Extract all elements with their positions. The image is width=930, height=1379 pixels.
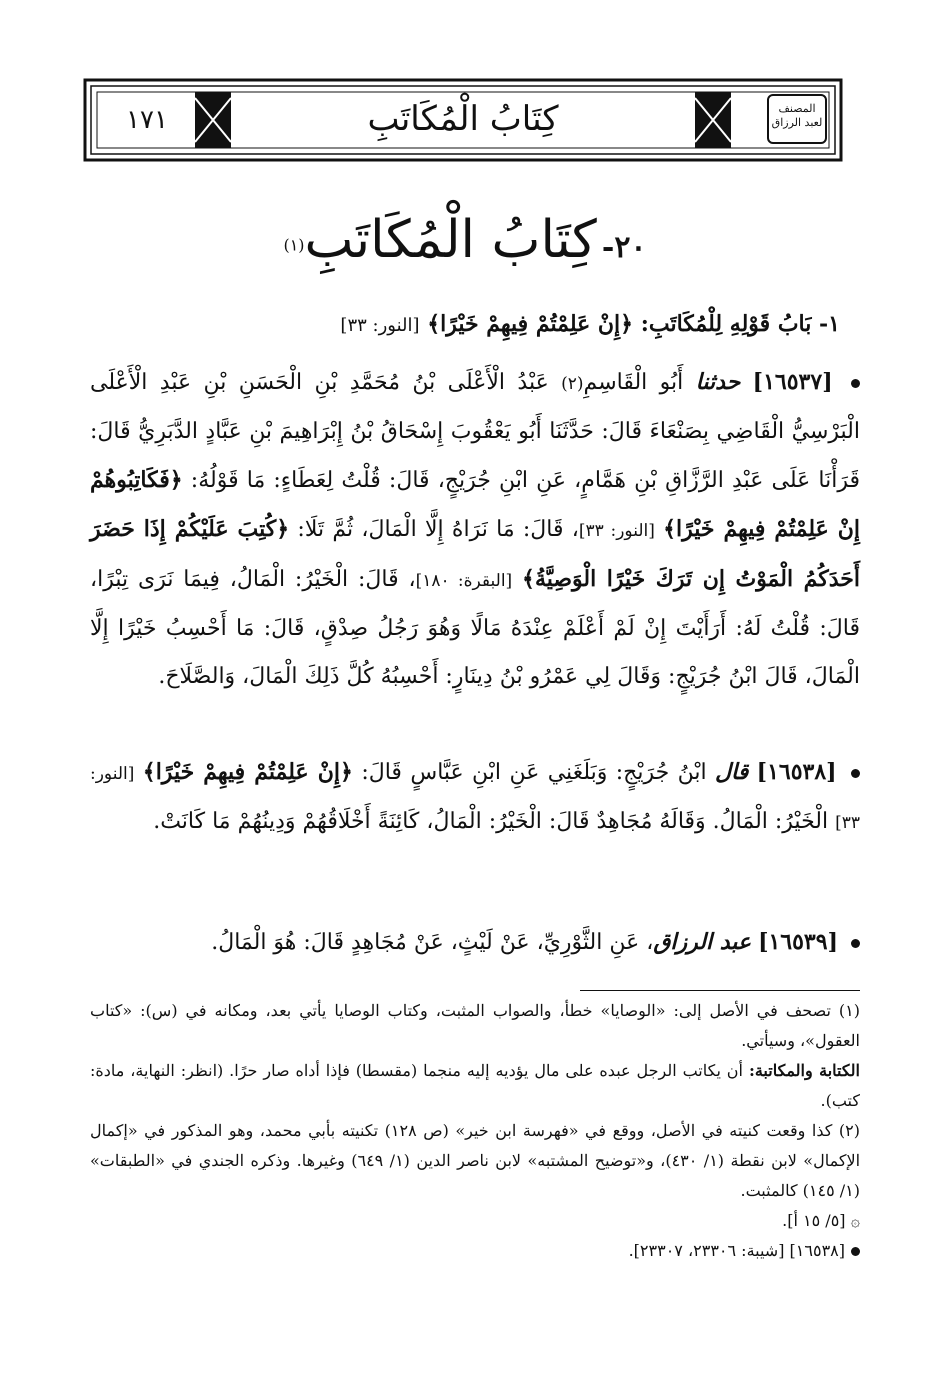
hadith-number: [١٦٥٣٩] [758, 929, 838, 955]
verse-ref: [النور: ٣٣] [578, 521, 655, 541]
source-note [90, 1236, 860, 1266]
quran-verse: ﴿فَكَاتِبُوهُمْ إِنْ عَلِمْتُمْ فِيهِمْ خَيْرًا﴾ [90, 467, 860, 542]
bullet-icon [851, 1247, 860, 1256]
chapter-verse-ref: [النور: ٣٣] [340, 315, 420, 336]
verse-ref: [النور: ٣٣] [90, 764, 860, 833]
bullet-icon [851, 379, 860, 388]
hadith-text: ، عَنِ الثَّوْرِيِّ، عَنْ لَيْثٍ، عَنْ مُجَاهِدٍ قَالَ: هُوَ الْمَالُ. [211, 930, 654, 955]
running-header [83, 78, 843, 162]
footnote-divider [580, 990, 860, 991]
source-note-text: [١٦٥٣٨] [شيبة: ٢٣٣٠٦، ٢٣٣٠٧]. [628, 1241, 845, 1260]
chapter-verse: ﴿إِنْ عَلِمْتُمْ فِيهِمْ خَيْرًا﴾ [427, 311, 634, 337]
quran-verse: ﴿إِنْ عَلِمْتُمْ فِيهِمْ خَيْرًا﴾ [142, 759, 353, 785]
hadith-number: [١٦٥٣٨] [756, 759, 837, 785]
publisher-logo: المصنف لعبد الرزاق [767, 94, 827, 144]
footnote-1: (١) تصحف في الأصل إلى: «الوصايا» خطأ، والصواب المثبت، وكتاب الوصايا يأتي بعد، ومكانه في (س): «كتاب العقول»، وسيأتي. [90, 1001, 860, 1050]
hadith-text: ، قَالَ: الْخَيْرُ: الْمَالُ، فِيمَا نَرَى تِبْرًا، قَالَ: قُلْتُ لَهُ: أَرَأَيْتَ إِنْ لَمْ أَعْلَمْ عِنْدَهُ مَالًا وَهُوَ رَجُلُ صِدْقٍ، قَالَ: مَا أَحْسِبُ خَيْرًا إِلَّا الْمَالَ، قَالَ ابْنُ جُرَيْجٍ: وَقَالَ لِي عَمْرُو بْنُ دِينَارٍ: أَحْسِبُهُ كُلَّ ذَلِكَ الْمَالَ، وَالصَّلَاحَ. [90, 567, 860, 689]
hadith-text: ، قَالَ: مَا نَرَاهُ إِلَّا الْمَالَ، ثُمَّ تَلَا: [297, 517, 579, 542]
hadith-number: [١٦٥٣٧] [752, 369, 833, 395]
bullet-icon [851, 939, 860, 948]
page-number: ١٧١ [126, 105, 168, 135]
book-number: ٢٠- [601, 230, 647, 265]
hadith-narrator: حدثنا [695, 369, 741, 395]
running-title: كِتَابُ الْمُكَاتَبِ [367, 99, 559, 139]
footnote-definition-text: أن يكاتب الرجل عبده على مال يؤديه إليه منجما (مقسطا) فإذا أداه صار حرًا. (انظر: النهاية، مادة: كتب). [90, 1061, 860, 1110]
hadith-16538 [90, 748, 860, 847]
folio-note: ۞ [٥/ ١٥ أ]. [782, 1211, 860, 1230]
hadith-narrator: عبد الرزاق [653, 929, 752, 955]
chapter-label: ١- بَابُ قَوْلِهِ لِلْمُكَاتَبِ: [640, 311, 840, 337]
hadith-text: أَبُو الْقَاسِمِ [583, 370, 684, 395]
footnote-term: الكتابة والمكاتبة: [748, 1061, 861, 1080]
verse-ref: [البقرة: ١٨٠] [415, 571, 513, 591]
footnote-marker: (٢) [561, 374, 584, 394]
hadith-text: الْخَيْرُ: الْمَالُ. وَقَالَهُ مُجَاهِدٌ قَالَ: الْخَيْرُ: الْمَالُ، كَائِنَةً أَخْلَاقُهُمْ وَدِينُهُمْ مَا كَانَتْ. [153, 809, 836, 834]
footnotes [90, 996, 860, 1266]
book-name: كِتَابُ الْمُكَاتَبِ [304, 210, 597, 270]
footnote-2: (٢) كذا وقعت كنيته في الأصل، ووقع في «فهرسة ابن خير» (ص ١٢٨) تكنيته بأبي محمد، وهو المذكور في «إكمال الإكمال» لابن نقطة (١/ ٤٣٠)، و«توضيح المشتبه» لابن ناصر الدين (١/ ٦٤٩) وغيرها. وذكره الجندي في «الطبقات» (١/ ١٤٥) كالمثبت. [90, 1121, 861, 1200]
quran-verse: ﴿كُتِبَ عَلَيْكُمْ إِذَا حَضَرَ أَحَدَكُمُ الْمَوْتُ إِن تَرَكَ خَيْرًا الْوَصِيَّةُ﴾ [90, 516, 860, 592]
book-title [230, 200, 700, 280]
chapter-heading [80, 304, 840, 346]
hadith-16539 [90, 918, 860, 967]
hadith-text: ابْنُ جُرَيْجٍ: وَبَلَغَنِي عَنِ ابْنِ عَبَّاسٍ قَالَ: [361, 760, 716, 785]
bullet-icon [851, 769, 860, 778]
hadith-16537 [90, 358, 860, 701]
footnote-definition [90, 1056, 860, 1116]
hadith-text: عَبْدُ الْأَعْلَى بْنُ مُحَمَّدِ بْنِ الْحَسَنِ بْنِ عَبْدِ الْأَعْلَى الْبَرْسِيُّ الْقَاضِي بِصَنْعَاءَ قَالَ: حَدَّثَنَا أَبُو يَعْقُوبَ إِسْحَاقُ بْنُ إِبْرَاهِيمَ بْنِ عَبَّادٍ الدَّبَرِيُّ قَالَ: قَرَأْنَا عَلَى عَبْدِ الرَّزَّاقِ بْنِ هَمَّامٍ، عَنِ ابْنِ جُرَيْجٍ، قَالَ: قُلْتُ لِعَطَاءٍ: مَا قَوْلُهُ: [90, 370, 860, 493]
hadith-narrator: قال [715, 759, 749, 785]
book-footnote-marker: (١) [283, 235, 305, 255]
